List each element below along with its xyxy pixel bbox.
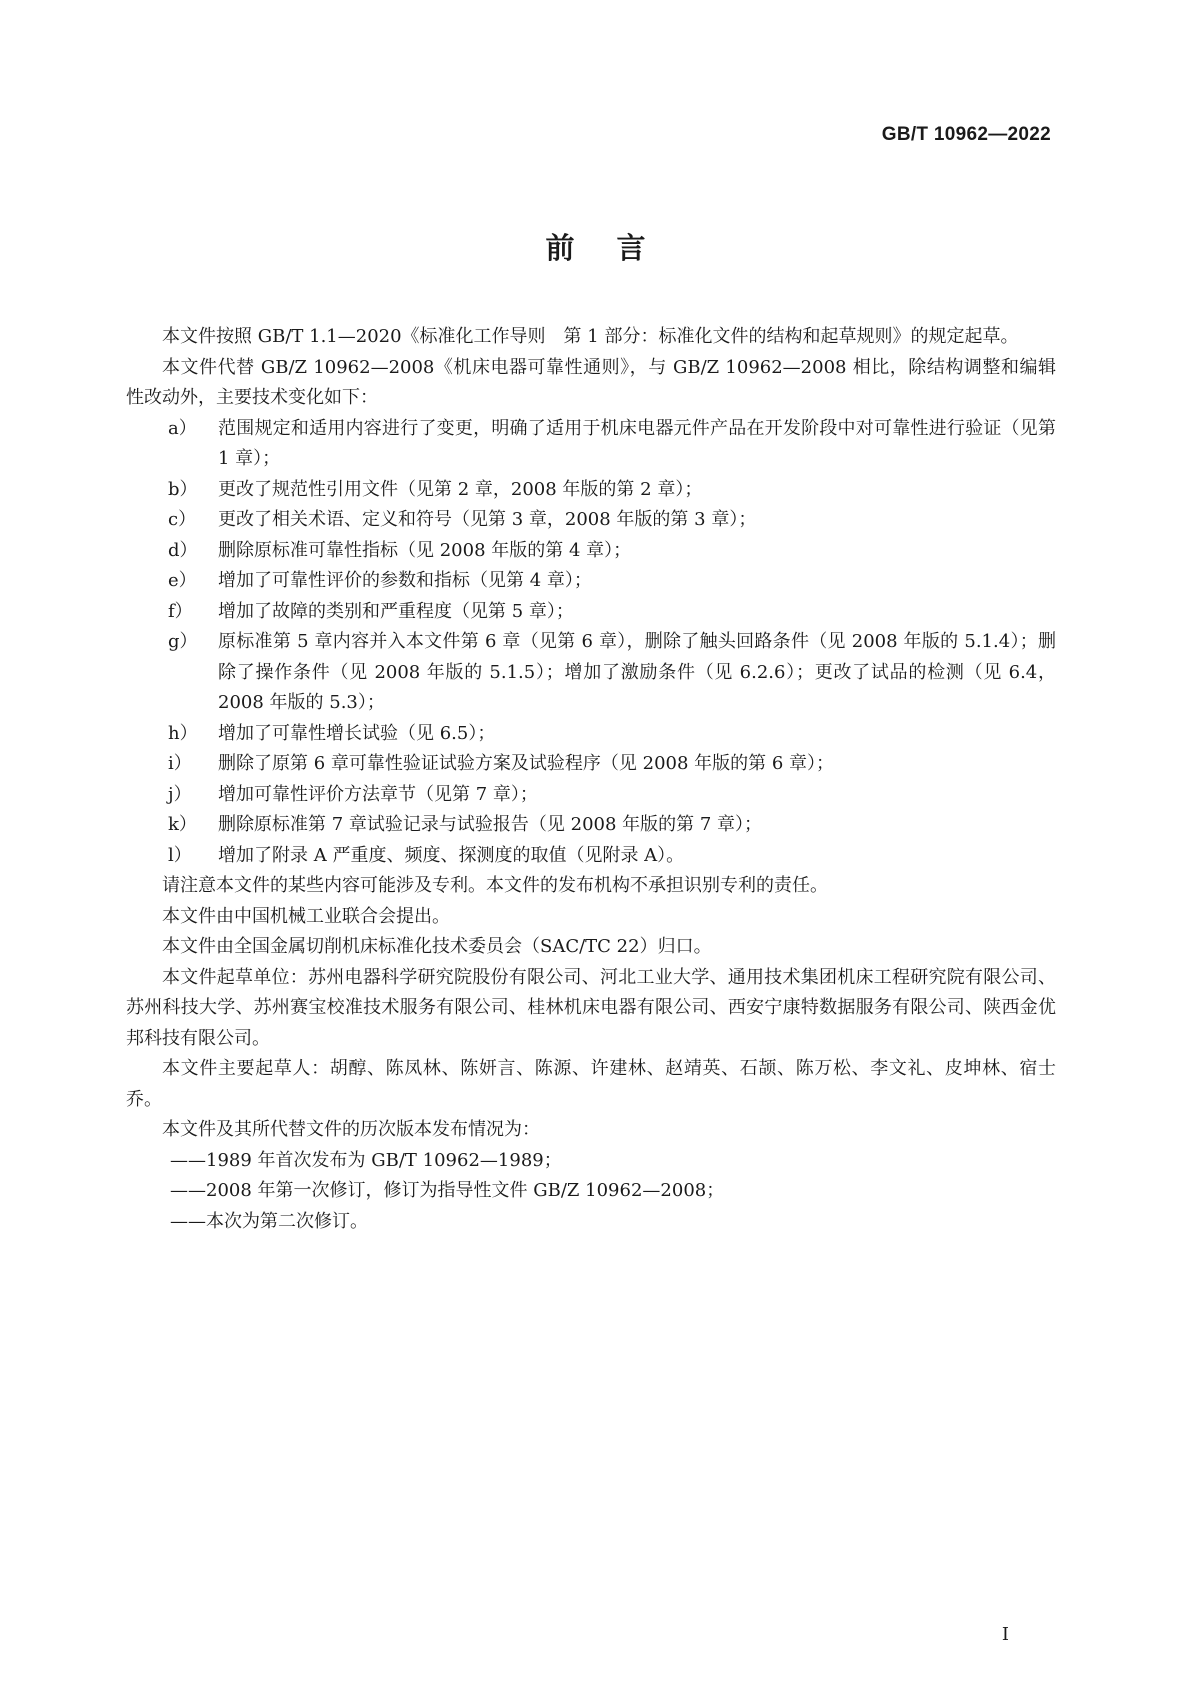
list-item: [126, 414, 1056, 475]
paragraph-committee: 本文件由全国金属切削机床标准化技术委员会（SAC/TC 22）归口。: [162, 936, 712, 957]
list-item-label: a）: [168, 417, 197, 439]
page-number: I: [1001, 1624, 1009, 1645]
list-item: [126, 780, 1056, 811]
list-item-text: 删除原标准第 7 章试验记录与试验报告（见 2008 年版的第 7 章）；: [218, 814, 763, 835]
list-item-text: 增加可靠性评价方法章节（见第 7 章）；: [218, 783, 538, 805]
list-item: [126, 627, 1056, 719]
list-item-label: b）: [168, 478, 198, 500]
list-item-label: d）: [168, 539, 198, 561]
list-item: [126, 810, 1056, 841]
list-item-text: 增加了附录 A 严重度、频度、探测度的取值（见附录 A）。: [218, 844, 685, 866]
list-item: [126, 536, 1056, 567]
list-item-label: f）: [168, 600, 193, 622]
list-item: [126, 475, 1056, 506]
list-item-label: c）: [168, 509, 197, 530]
history-item: ——本次为第二次修订。: [170, 1210, 368, 1232]
paragraph-history-intro: 本文件及其所代替文件的历次版本发布情况为：: [162, 1119, 540, 1140]
paragraph-patent-notice: 请注意本文件的某些内容可能涉及专利。本文件的发布机构不承担识别专利的责任。: [162, 875, 828, 896]
paragraph-proposer: 本文件由中国机械工业联合会提出。: [162, 905, 450, 927]
paragraph-replaces: 本文件代替 GB/Z 10962—2008《机床电器可靠性通则》，与 GB/Z 10962—2008 相比，除结构调整和编辑性改动外，主要技术变化如下：: [126, 356, 1056, 408]
list-item: [126, 749, 1056, 780]
list-item-text: 增加了可靠性增长试验（见 6.5）；: [218, 722, 496, 744]
list-item-label: i）: [168, 753, 192, 774]
list-item: [126, 719, 1056, 750]
foreword-body: [126, 322, 1056, 1237]
list-item-label: k）: [168, 814, 197, 835]
list-item-label: e）: [168, 570, 197, 591]
list-item-text: 删除原标准可靠性指标（见 2008 年版的第 4 章）；: [218, 539, 632, 561]
changes-list: [126, 414, 1056, 872]
list-item: [126, 566, 1056, 597]
page-title: 前言: [545, 231, 688, 265]
list-item-label: j）: [168, 783, 192, 805]
list-item: [126, 505, 1056, 536]
list-item: [126, 841, 1056, 872]
list-item: [126, 597, 1056, 628]
list-item-text: 更改了规范性引用文件（见第 2 章，2008 年版的第 2 章）；: [218, 478, 703, 500]
list-item-text: 范围规定和适用内容进行了变更，明确了适用于机床电器元件产品在开发阶段中对可靠性进行验证（见第 1 章）；: [218, 417, 1056, 469]
standard-number: GB/T 10962—2022: [881, 124, 1051, 145]
history-item: ——2008 年第一次修订，修订为指导性文件 GB/Z 10962—2008；: [170, 1180, 725, 1201]
list-item-text: 原标准第 5 章内容并入本文件第 6 章（见第 6 章），删除了触头回路条件（见 2008 年版的 5.1.4）；删除了操作条件（见 2008 年版的 5.1.5）；增加了激励条件（见 6.2.6）；更改了试品的检测（见 6.4，2008 年版的 5.3）；: [218, 631, 1056, 713]
paragraph-drafters: 本文件主要起草人：胡醇、陈凤林、陈妍言、陈源、许建林、赵靖英、石颉、陈万松、李文礼、皮坤林、宿士乔。: [126, 1058, 1056, 1110]
list-item-text: 增加了可靠性评价的参数和指标（见第 4 章）；: [218, 570, 592, 591]
history-item: ——1989 年首次发布为 GB/T 10962—1989；: [170, 1149, 562, 1171]
list-item-label: l）: [168, 844, 192, 866]
list-item-text: 更改了相关术语、定义和符号（见第 3 章，2008 年版的第 3 章）；: [218, 509, 757, 530]
paragraph-drafting-rules: 本文件按照 GB/T 1.1—2020《标准化工作导则 第 1 部分：标准化文件的结构和起草规则》的规定起草。: [162, 326, 1019, 347]
paragraph-drafting-units: 本文件起草单位：苏州电器科学研究院股份有限公司、河北工业大学、通用技术集团机床工程研究院有限公司、苏州科技大学、苏州赛宝校准技术服务有限公司、桂林机床电器有限公司、西安宁康特数据服务有限公司、陕西金优邦科技有限公司。: [126, 966, 1056, 1049]
list-item-text: 删除了原第 6 章可靠性验证试验方案及试验程序（见 2008 年版的第 6 章）；: [218, 753, 835, 774]
list-item-text: 增加了故障的类别和严重程度（见第 5 章）；: [218, 600, 574, 622]
list-item-label: h）: [168, 722, 198, 744]
list-item-label: g）: [168, 631, 198, 652]
